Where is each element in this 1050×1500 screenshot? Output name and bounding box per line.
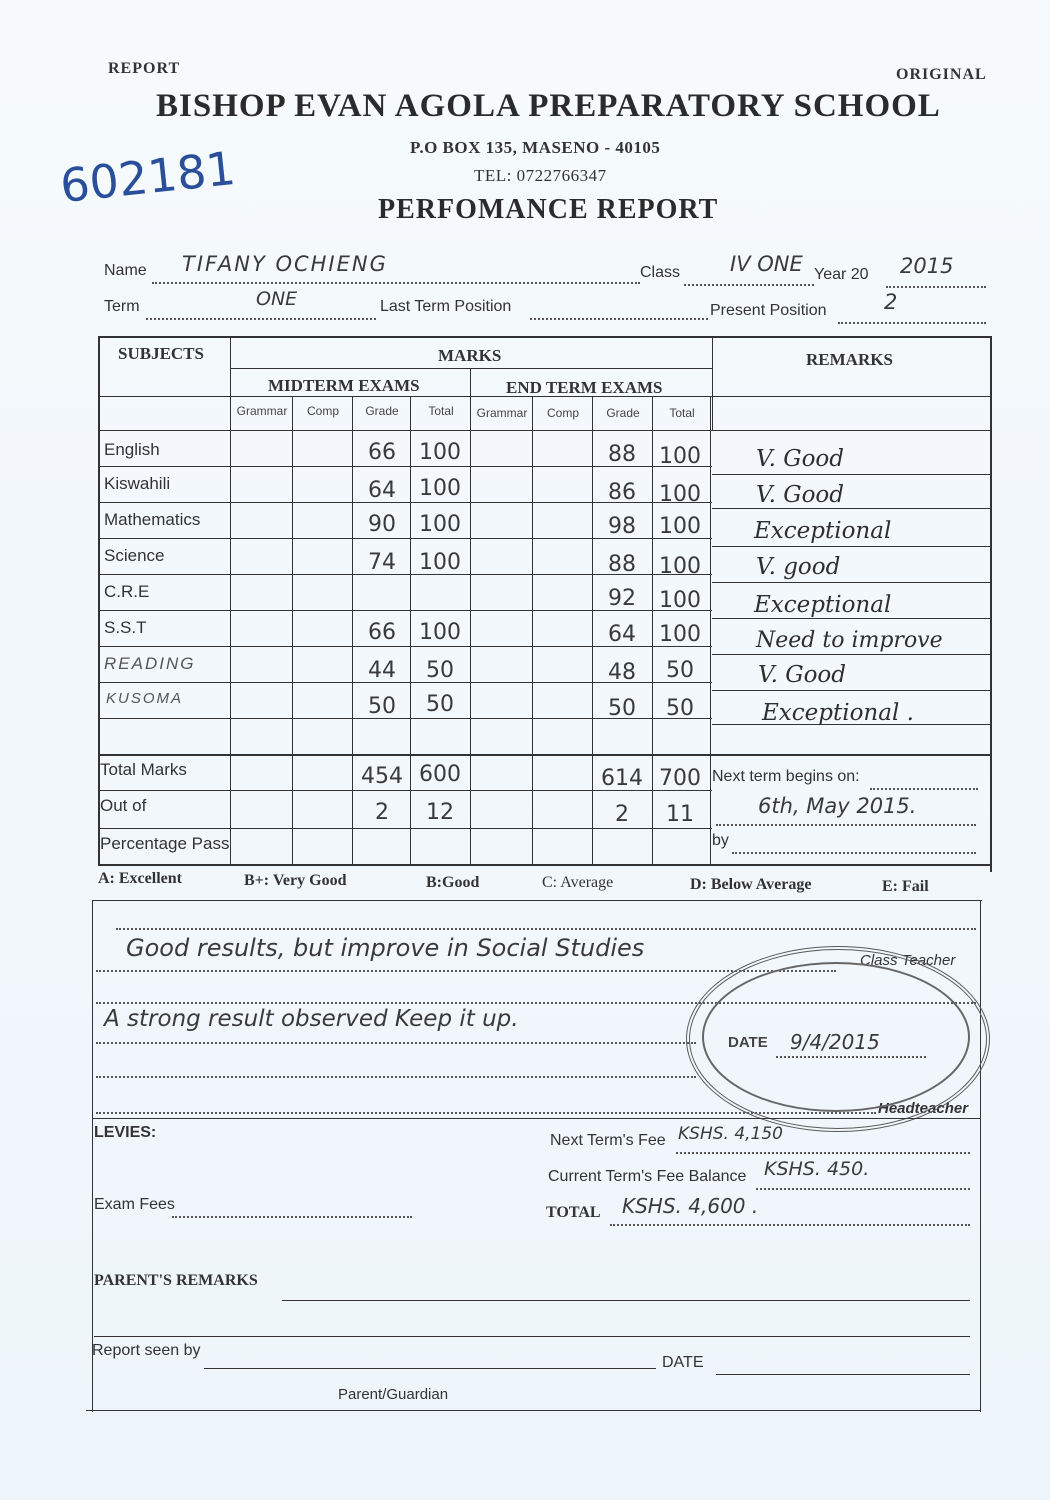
total-fees-label: TOTAL (546, 1204, 601, 1221)
report-seen-by-label: Report seen by (92, 1342, 201, 1359)
mid-grade-english: 66 (368, 440, 396, 465)
end-grade-english: 88 (608, 442, 636, 467)
outof-mid-grade: 2 (375, 800, 389, 825)
mid-total-reading: 50 (426, 658, 454, 683)
name-label: Name (104, 262, 147, 279)
subject-science: Science (104, 546, 165, 565)
last-position-line (530, 300, 708, 320)
class-teacher-label: Class Teacher (860, 952, 956, 969)
school-name: BISHOP EVAN AGOLA PREPARATORY SCHOOL (156, 88, 941, 124)
parent-guardian-label: Parent/Guardian (338, 1386, 449, 1403)
midterm-header: MIDTERM EXAMS (268, 376, 420, 395)
subject-english: English (104, 440, 160, 459)
headteacher-label: Headteacher (878, 1100, 969, 1117)
remark-mathematics: Exceptional (754, 518, 892, 544)
mid-total-kiswahili: 100 (419, 476, 461, 501)
student-year: 2015 (900, 254, 954, 278)
stamp-date-label: DATE (728, 1034, 768, 1051)
subject-reading: READING (104, 654, 196, 673)
comments-bottom-border (92, 1118, 980, 1119)
end-total-reading: 50 (666, 658, 694, 683)
head-comment: A strong result observed Keep it up. (104, 1006, 519, 1032)
mid-grade-kusoma: 50 (368, 694, 396, 719)
comments-top-border (92, 900, 982, 901)
remarks-header: REMARKS (806, 350, 893, 369)
exam-fees-line (172, 1198, 412, 1218)
levies-label: LEVIES: (94, 1124, 157, 1141)
class-teacher-comment: Good results, but improve in Social Studies (126, 934, 645, 962)
student-term: ONE (256, 288, 298, 310)
next-term-line (870, 770, 978, 790)
balance: KSHS. 450. (764, 1158, 870, 1180)
subjects-header: SUBJECTS (118, 344, 204, 363)
end-grade-science: 88 (608, 552, 636, 577)
grade-c: C: Average (542, 874, 614, 891)
present-position-line (838, 304, 986, 324)
mid-grade-reading: 44 (368, 658, 396, 683)
remark-sst: Need to improve (756, 628, 943, 653)
grade-b: B:Good (426, 874, 480, 891)
subject-mathematics: Mathematics (104, 510, 201, 529)
comments-right-border (980, 900, 981, 1412)
subject-kusoma: KUSOMA (106, 690, 184, 707)
outof-end-total: 11 (666, 802, 694, 827)
parent-remarks-label: PARENT'S REMARKS (94, 1272, 258, 1289)
end-total-kusoma: 50 (666, 696, 694, 721)
total-mid-grade: 454 (361, 764, 403, 789)
remark-reading: V. Good (758, 662, 847, 688)
mid-total-kusoma: 50 (426, 692, 454, 717)
date-label: DATE (662, 1354, 704, 1371)
next-fee: KSHS. 4,150 (678, 1124, 783, 1144)
remark-kusoma: Exceptional . (762, 700, 914, 726)
end-total-cre: 100 (659, 588, 701, 613)
outof-mid-total: 12 (426, 800, 454, 825)
comment-line (96, 1058, 696, 1078)
mid-total-english: 100 (419, 440, 461, 465)
next-fee-label: Next Term's Fee (550, 1132, 666, 1149)
end-total-kiswahili: 100 (659, 482, 701, 507)
student-class: IV ONE (730, 252, 803, 276)
end-total-science: 100 (659, 554, 701, 579)
subject-sst: S.S.T (104, 618, 147, 637)
present-position-label: Present Position (710, 302, 827, 319)
grade-e: E: Fail (882, 878, 929, 895)
last-position-label: Last Term Position (380, 298, 512, 315)
grade-d: D: Below Average (690, 876, 812, 893)
remark-kiswahili: V. Good (756, 482, 845, 508)
report-title: PERFOMANCE REPORT (378, 194, 719, 225)
mid-grade-sst: 66 (368, 620, 396, 645)
end-total-mathematics: 100 (659, 514, 701, 539)
end-grade-reading: 48 (608, 660, 636, 685)
comments-left-border (92, 900, 93, 1412)
subject-kiswahili: Kiswahili (104, 474, 171, 493)
col-header: Grade (606, 406, 640, 420)
remark-cre: Exceptional (754, 592, 892, 618)
endterm-header: END TERM EXAMS (506, 378, 663, 397)
report-label: REPORT (108, 60, 181, 77)
mid-total-science: 100 (419, 550, 461, 575)
remark-english: V. Good (756, 446, 845, 472)
student-name: TIFANY OCHIENG (182, 252, 388, 276)
mid-total-sst: 100 (419, 620, 461, 645)
handwritten-number: 602181 (57, 140, 238, 214)
marks-header: MARKS (438, 346, 502, 365)
comment-line (116, 910, 976, 930)
parent-remarks-line-2 (94, 1336, 970, 1337)
out-of-label: Out of (100, 796, 147, 815)
original-label: ORIGINAL (896, 66, 987, 83)
end-grade-kiswahili: 86 (608, 480, 636, 505)
end-total-sst: 100 (659, 622, 701, 647)
total-mid-total: 600 (419, 762, 461, 787)
total-marks-label: Total Marks (100, 760, 187, 779)
school-tel: TEL: 0722766347 (474, 166, 607, 185)
col-header: Total (669, 406, 695, 420)
end-grade-sst: 64 (608, 622, 636, 647)
next-term-label: Next term begins on: (712, 768, 860, 785)
total-end-total: 700 (659, 766, 701, 791)
mid-grade-mathematics: 90 (368, 512, 396, 537)
grade-bplus: B+: Very Good (244, 872, 347, 889)
term-label: Term (104, 298, 140, 315)
mid-total-mathematics: 100 (419, 512, 461, 537)
percentage-pass-label: Percentage Pass (100, 834, 230, 853)
col-header: Grammar (236, 404, 288, 418)
mid-grade-science: 74 (368, 550, 396, 575)
exam-fees-label: Exam Fees (94, 1196, 175, 1213)
col-header: Comp (306, 404, 339, 418)
balance-label: Current Term's Fee Balance (548, 1168, 747, 1185)
mid-grade-kiswahili: 64 (368, 478, 396, 503)
school-address: P.O BOX 135, MASENO - 40105 (410, 138, 661, 157)
end-total-english: 100 (659, 444, 701, 469)
end-grade-mathematics: 98 (608, 514, 636, 539)
col-header: Total (428, 404, 454, 418)
remark-science: V. good (756, 554, 841, 580)
col-header: Grade (365, 404, 399, 418)
parent-remarks-line (282, 1300, 970, 1301)
footer-bottom-border (86, 1410, 980, 1411)
year-label: Year 20 (814, 266, 869, 283)
col-header: Grammar (476, 406, 528, 420)
end-grade-kusoma: 50 (608, 696, 636, 721)
date-line (716, 1374, 970, 1375)
outof-end-grade: 2 (615, 802, 629, 827)
seen-by-line (204, 1368, 656, 1369)
stamp-date: 9/4/2015 (790, 1030, 880, 1054)
subject-cre: C.R.E (104, 582, 150, 601)
by-label: by (712, 832, 729, 849)
next-term-date: 6th, May 2015. (758, 794, 917, 818)
grade-a: A: Excellent (98, 870, 182, 887)
col-header: Comp (546, 406, 579, 420)
end-grade-cre: 92 (608, 586, 636, 611)
by-line (732, 834, 976, 854)
total-fees: KSHS. 4,600 . (622, 1194, 759, 1218)
present-position: 2 (884, 290, 898, 314)
total-end-grade: 614 (601, 766, 643, 791)
class-label: Class (640, 264, 681, 281)
